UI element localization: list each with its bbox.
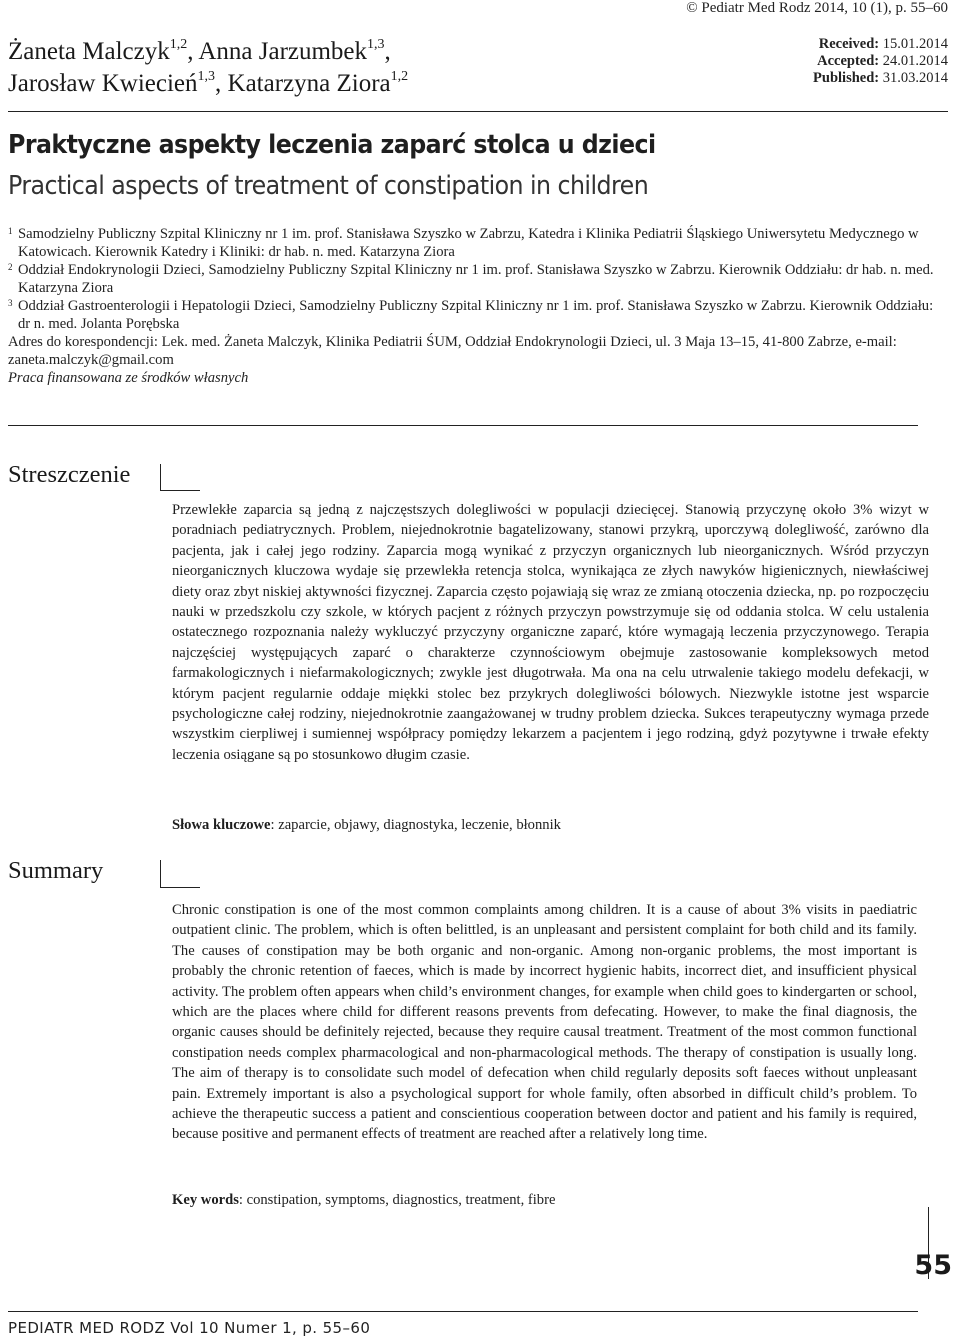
keywords-polish [172,817,561,834]
affiliation-2: 2 Oddział Endokrynologii Dzieci, Samodzielny Publiczny Szpital Kliniczny nr 1 im. prof. Stanisława Szyszko w Zabrzu. Kierownik Oddziału: dr hab. n. med. Katarzyna Ziora [8,262,934,296]
author-affiliation-sup: 1,2 [169,36,188,52]
author-affiliation-sup: 1,2 [390,68,409,84]
keywords-english-list: : constipation, symptoms, diagnostics, treatment, fibre [238,1192,556,1208]
streszczenie-heading: Streszczenie [8,461,131,488]
summary-text: Chronic constipation is one of the most common complaints among children. It is a cause of about 3% visits in paediatric outpatient clinic. The problem, which is often belittled, is an unpleasant and persistent complaint for both child and its family. The causes of constipation may be both organic and non-organic. Among non-organic problems, the most important is probably the chronic retention of faeces, which is made by incorrect hygienic habits, incorrect diet, and insufficient physical activity. The problem often appears when child’s environment changes, for example when child goes to kindergarten or school, which are the places where child for different reasons prevents from defecating. However, to make the final diagnosis, the organic causes should be definitely rejected, because they require causal treatment. Treatment of the most common functional constipation needs complex pharmacological and non-pharmacological methods. The therapy of constipation is usually long. The aim of therapy is to consolidate such model of defecation when child regularly deposits soft faeces without unpleasant pain. Extremely important is also a psychological support for whole family, often absorbed in difficult child’s problem. To achieve the therapeutic success a patient and conscientious cooperation between doctor and patient and his family is required, because positive and permanent effects of treatment are reached after a relatively long time. [172,902,917,1143]
funding-note: Praca finansowana ze środków własnych [8,370,249,386]
page-number: 55 [914,1250,952,1281]
keywords-polish-label: Słowa kluczowe [172,817,271,833]
summary-heading: Summary [8,857,104,884]
streszczenie-heading-rule [160,490,200,491]
keywords-polish-list: : zaparcie, objawy, diagnostyka, leczenie, błonnik [270,817,561,833]
title-polish: Praktyczne aspekty leczenia zaparć stolca u dzieci [8,130,656,160]
affiliations-block [8,225,948,387]
affiliation-3: 3 Oddział Gastroenterologii i Hepatologii Dzieci, Samodzielny Publiczny Szpital Kliniczny nr 1 im. prof. Stanisława Szyszko w Zabrzu. Kierownik Oddziału: dr n. med. Jolanta Porębska [8,298,934,332]
author-line-1: Żaneta Malczyk$^{1,2}$, Anna Jarzumbek$^{1,3}$, [8,36,391,65]
keywords-english-label: Key words [172,1192,239,1208]
author-affiliation-sup: 1,3 [367,36,385,52]
journal-citation: © Pediatr Med Rodz 2014, 10 (1), p. 55–60 [686,0,948,16]
author-affiliation-sup: 1,3 [197,68,216,84]
author-name: Katarzyna Ziora [227,70,391,97]
author-name: Anna Jarzumbek [198,38,368,65]
title-english: Practical aspects of treatment of constipation in children [8,171,649,201]
author-name: Jarosław Kwiecień [8,70,198,97]
author-line-2: Jarosław Kwiecień$^{1,3}$, Katarzyna Ziora$^{1,2}$ [8,68,409,97]
streszczenie-text: Przewlekłe zaparcia są jedną z najczęstszych dolegliwości w populacji dziecięcej. Stanowią przyczynę około 3% wizyt w poradniach pediatrycznych. Problem, niejednokrotnie bagatelizowany, stanowi przykrą, uporczywą dolegliwość, zarówno dla pacjenta, jak i całej jego rodziny. Zaparcia mogą wynikać z przyczyn organicznych lub nieorganicznych. Wśród przyczyn nieorganicznych kluczowa wydaje się przewlekła retencja stolca, wynikająca ze złych nawyków higienicznych, niewłaściwej diety oraz zbyt niskiej aktywności fizycznej. Zaparcia często pojawiają się wraz ze zmianą otoczenia dziecka, np. po rozpoczęciu nauki w przedszkolu czy szkole, w których pacjent z różnych przyczyn powstrzymuje się od oddania stolca. W celu ustalenia ostatecznego rozpoznania należy wykluczyć przyczyny organiczne zaparć, które wymagają leczenia przyczynowego. Terapia najczęściej występujących zaparć o charakterze czynnościowym obejmuje zastosowanie kompleksowych metod farmakologicznych i niefarmakologicznych; zwykle jest długotrwała. Ma ona na celu utrwalenie takiego modelu defekacji, w którym pacjent regularnie oddaje miękki stolec bez przykrych dolegliwości bólowych. Niezwykle istotne jest wsparcie psychologiczne całej rodziny, niejednokrotnie zaangażowanej w trudny problem dziecka. Sukces terapeutyczny wymaga przede wszystkim cierpliwej i sumiennej współpracy pomiędzy lekarzem a pacjentem i jego rodziną, gdyż pozytywne i trwałe efekty leczenia osiągane są po stosunkowo długim czasie. [172,502,929,763]
author-list [8,36,568,100]
footer-divider [8,1311,918,1312]
streszczenie-side-rule [160,464,161,490]
author-name: Żaneta Malczyk [8,38,170,65]
summary-side-rule [160,860,161,887]
publication-dates [813,36,948,87]
correspondence-address: Adres do korespondencji: Lek. med. Żaneta Malczyk, Klinika Pediatrii ŚUM, Oddział Endokrynologii Dzieci, ul. 3 Maja 13–15, 41-800 Zabrze, e-mail: zaneta.malczyk@gmail.com [8,334,897,368]
date-received: Received: 15.01.2014 [818,36,948,52]
keywords-english [172,1192,555,1209]
footer-journal-info: PEDIATR MED RODZ Vol 10 Numer 1, p. 55–60 [8,1319,371,1337]
affiliation-1: 1 Samodzielny Publiczny Szpital Kliniczny nr 1 im. prof. Stanisława Szyszko w Zabrzu, Katedra i Klinika Pediatrii Śląskiego Uniwersytetu Medycznego w Katowicach. Kierownik Katedry i Kliniki: dr hab. n. med. Katarzyna Ziora [8,226,919,260]
date-published: Published: 31.03.2014 [813,70,948,86]
header-divider [8,111,948,112]
summary-heading-rule [160,887,200,888]
date-accepted: Accepted: 24.01.2014 [817,53,948,69]
affiliations-divider [8,425,918,426]
